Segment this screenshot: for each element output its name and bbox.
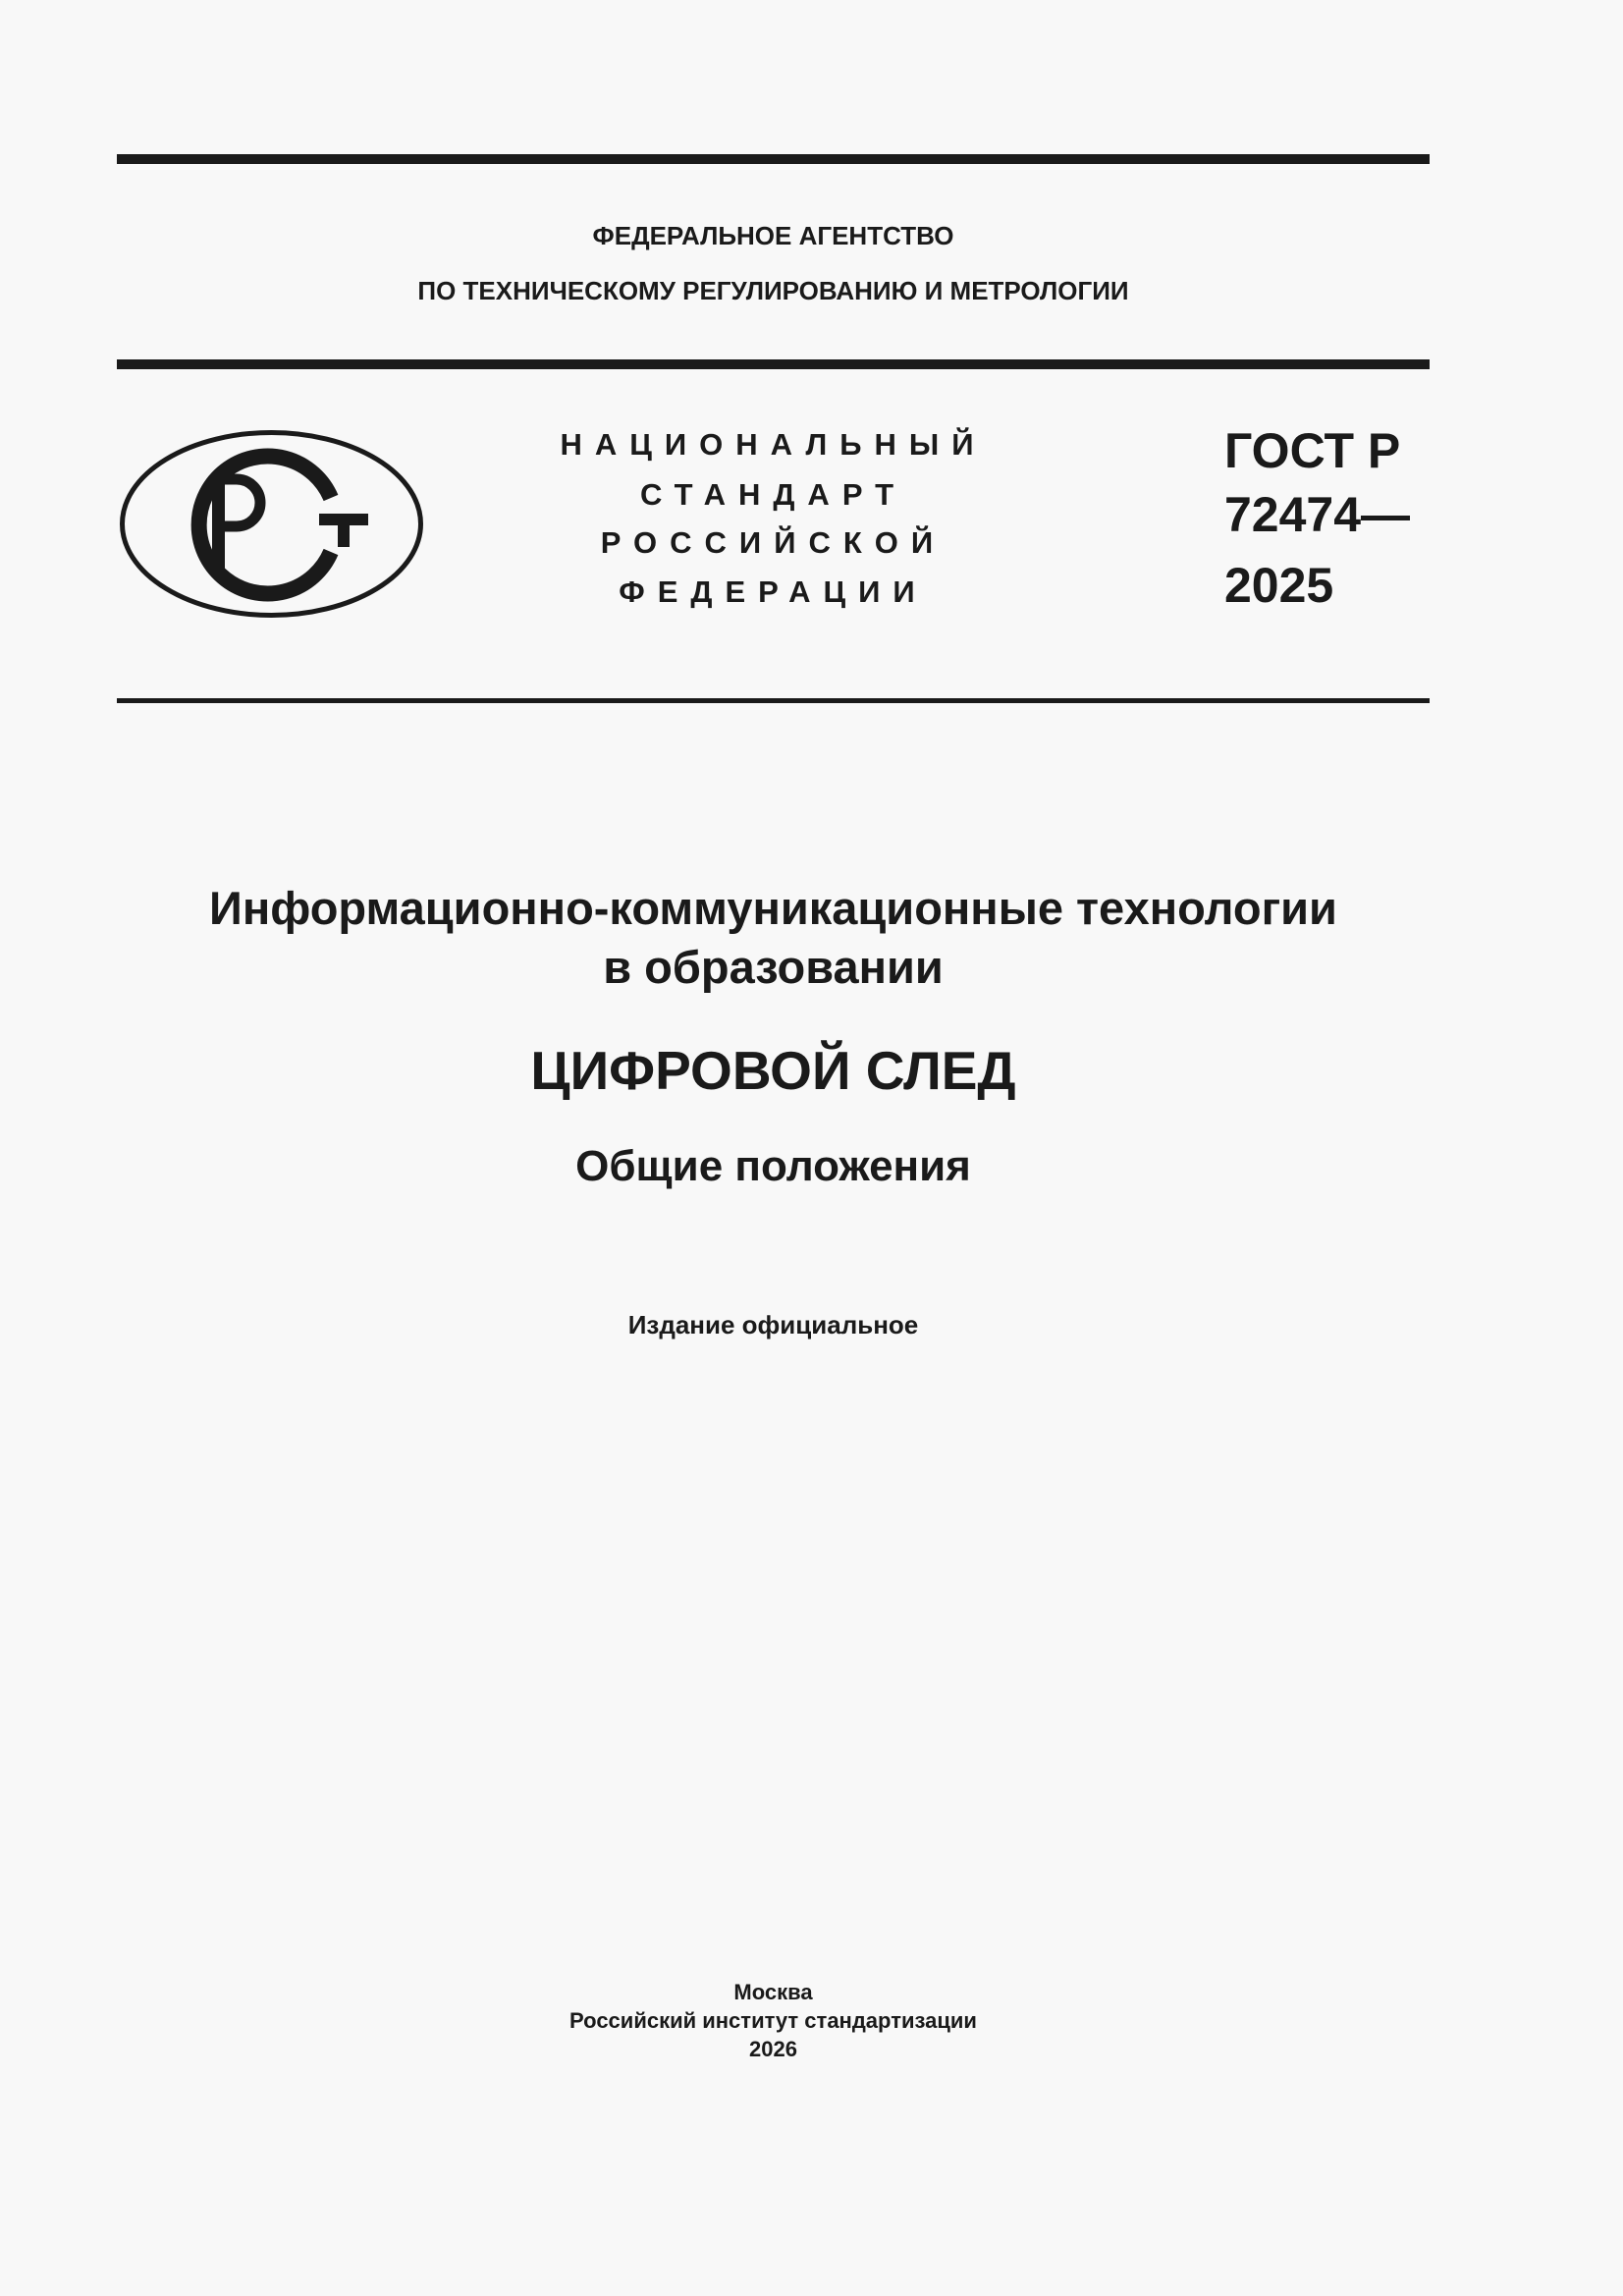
middle-rule bbox=[117, 359, 1430, 369]
subtitle: Общие положения bbox=[575, 1142, 971, 1190]
standard-type-line-4: ФЕДЕРАЦИИ bbox=[619, 574, 928, 609]
agency-name-line-1: ФЕДЕРАЛЬНОЕ АГЕНТСТВО bbox=[592, 221, 954, 250]
top-rule bbox=[117, 154, 1430, 164]
edition-note: Издание официальное bbox=[627, 1310, 919, 1339]
standard-type-line-1: НАЦИОНАЛЬНЫЙ bbox=[560, 427, 987, 462]
title-line-2: в образовании bbox=[603, 941, 944, 993]
designation-line-2: 72474— bbox=[1224, 487, 1411, 542]
standard-type-line-2: СТАНДАРТ bbox=[639, 477, 907, 512]
imprint-year: 2026 bbox=[749, 2037, 797, 2061]
imprint-publisher: Российский институт стандартизации bbox=[569, 2008, 977, 2033]
title-line-1: Информационно-коммуникационные технологии bbox=[209, 882, 1337, 934]
main-title: ЦИФРОВОЙ СЛЕД bbox=[530, 1040, 1016, 1101]
designation-line-1: ГОСТ Р bbox=[1224, 423, 1401, 478]
rst-certification-mark-icon bbox=[117, 427, 426, 621]
standard-type-line-3: РОССИЙСКОЙ bbox=[600, 525, 947, 560]
imprint-city: Москва bbox=[733, 1980, 813, 2004]
designation-line-3: 2025 bbox=[1224, 558, 1334, 613]
bottom-rule bbox=[117, 698, 1430, 703]
agency-name-line-2: ПО ТЕХНИЧЕСКОМУ РЕГУЛИРОВАНИЮ И МЕТРОЛОГИИ bbox=[417, 276, 1129, 305]
